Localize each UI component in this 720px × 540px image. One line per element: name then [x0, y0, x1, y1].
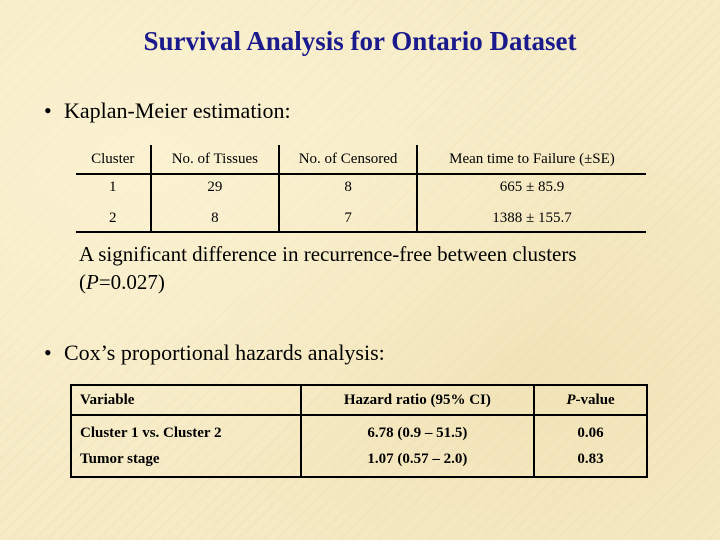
- table-cell: 1.07 (0.57 – 2.0): [301, 446, 534, 477]
- cox-bullet-item: [44, 340, 385, 366]
- p-symbol: P: [86, 270, 99, 294]
- table-header-row: [76, 145, 646, 174]
- cox-hazards-table: [70, 384, 648, 478]
- km-conclusion: [79, 240, 679, 296]
- table-row: [76, 174, 646, 205]
- table-cell: 1388 ± 155.7: [492, 209, 572, 226]
- column-header-suffix: -value: [575, 391, 615, 408]
- column-header: No. of Tissues: [151, 145, 280, 174]
- column-header: No. of Censored: [279, 145, 417, 174]
- conclusion-pvalue: [79, 268, 679, 296]
- table-row: [71, 446, 647, 477]
- table-cell: 0.83: [577, 450, 604, 467]
- column-header: [534, 385, 647, 415]
- kaplan-meier-table: [76, 145, 646, 233]
- table-cell: 7: [279, 205, 417, 232]
- table-row: [76, 205, 646, 232]
- bullet-icon: •: [44, 340, 52, 365]
- bullet-icon: •: [44, 98, 52, 123]
- km-bullet-item: [44, 98, 291, 124]
- p-symbol: P: [566, 391, 576, 408]
- table-cell: 2: [76, 205, 151, 232]
- column-header: Hazard ratio (95% CI): [301, 385, 534, 415]
- conclusion-line: A significant difference in recurrence-free between clusters: [79, 242, 577, 266]
- table-cell: 6.78 (0.9 – 51.5): [301, 415, 534, 446]
- table-row: [71, 415, 647, 446]
- table-cell: 8: [151, 205, 280, 232]
- table-cell: Tumor stage: [80, 450, 160, 467]
- table-cell: 665 ± 85.9: [499, 179, 565, 195]
- table-cell: 1: [76, 174, 151, 205]
- slide-title: Survival Analysis for Ontario Dataset: [143, 26, 577, 56]
- table-cell: Cluster 1 vs. Cluster 2: [80, 424, 222, 441]
- km-heading: Kaplan-Meier estimation:: [64, 98, 291, 123]
- column-header: Variable: [71, 385, 301, 415]
- column-header: Cluster: [76, 145, 151, 174]
- column-header: Mean time to Failure (±SE): [417, 145, 646, 174]
- p-value: =0.027): [98, 270, 165, 294]
- table-header-row: [71, 385, 647, 415]
- table-cell: 29: [151, 174, 280, 205]
- paren-open: (: [79, 270, 86, 294]
- table-cell: 0.06: [577, 424, 604, 441]
- table-cell: 8: [279, 174, 417, 205]
- cox-heading: Cox’s proportional hazards analysis:: [64, 340, 385, 365]
